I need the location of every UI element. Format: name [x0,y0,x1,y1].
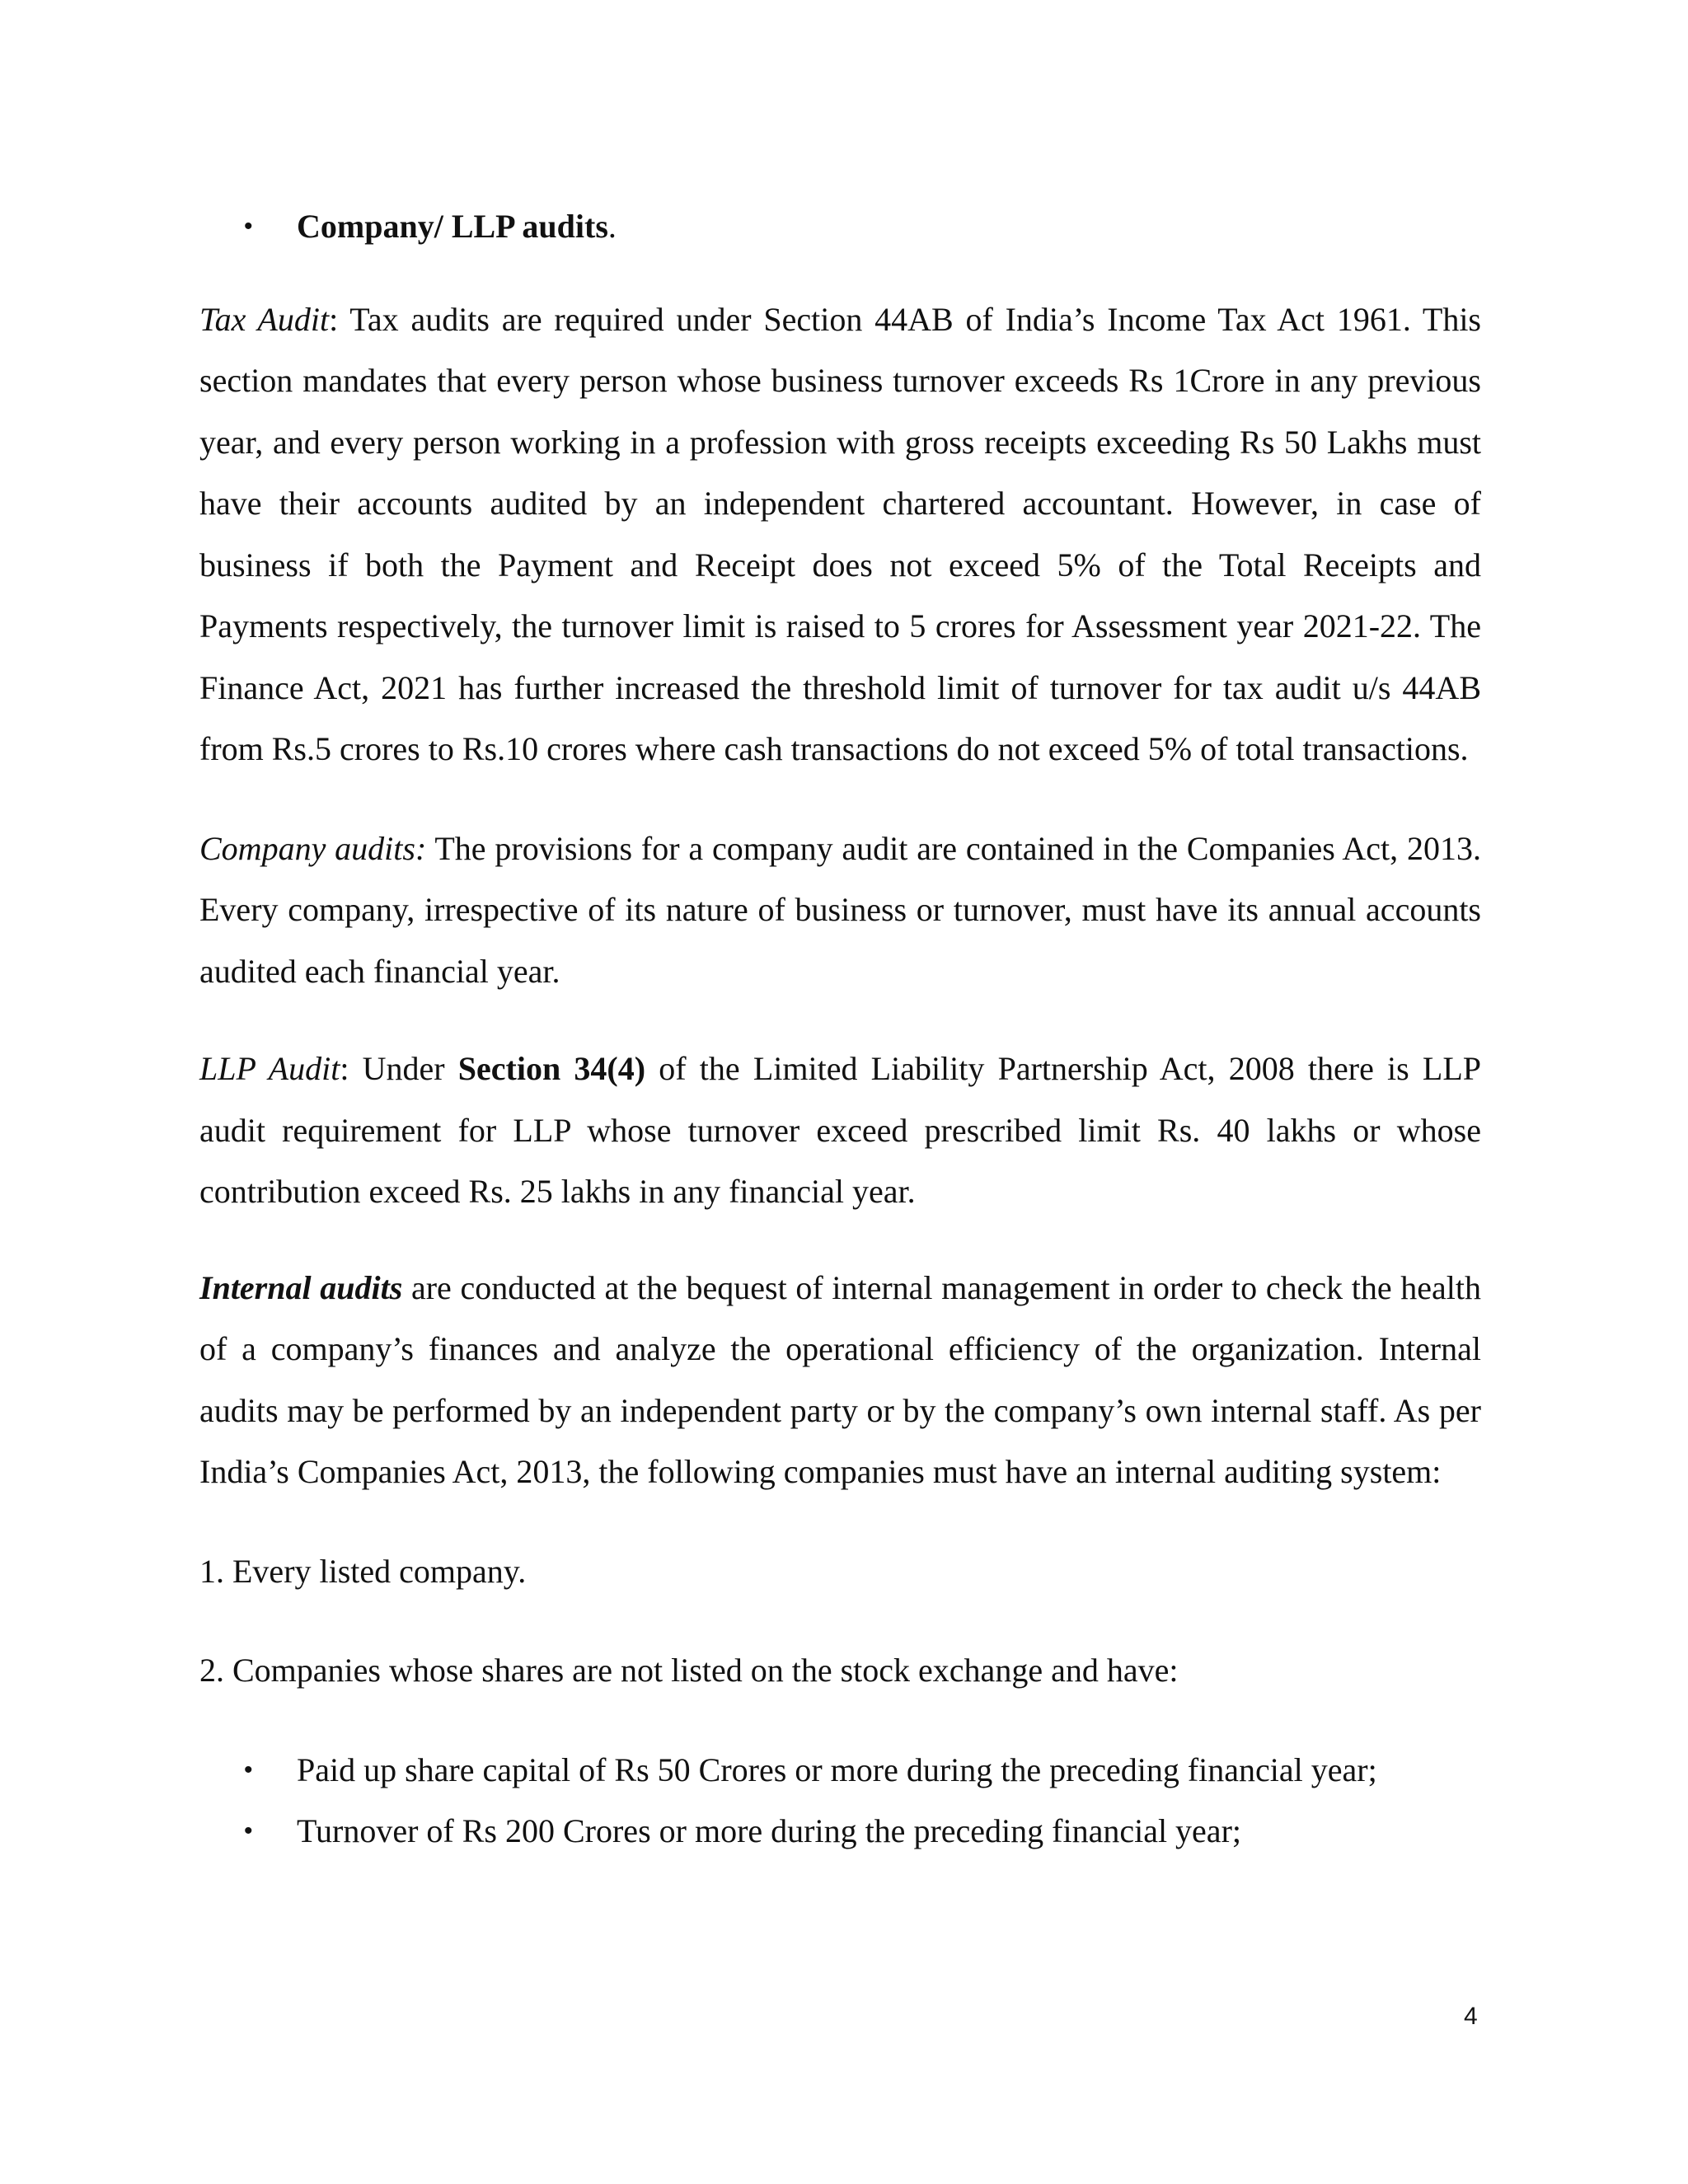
llp-audit-label: LLP Audit [199,1050,340,1087]
criteria-share-capital: Paid up share capital of Rs 50 Crores or more during the preceding financial year; [297,1750,1377,1788]
criteria-bullet-list [199,1740,1481,1863]
internal-audits-text: are conducted at the bequest of internal management in order to check the health of a company’s finances and analyze the operational efficiency of the organization. Internal audits may be performed by an independent party or by the company’s own internal staff. As per India’s Companies Act, 2013, the following companies must have an internal auditing system: [199,1268,1481,1490]
numbered-item-1: 1. Every listed company. [199,1552,527,1590]
llp-audit-text-after: of the Limited Liability Partnership Act, 2008 there is LLP audit requirement for LLP whose turnover exceed prescribed limit Rs. 40 lakhs or whose contribution exceed Rs. 25 lakhs in any financial year. [199,1050,1481,1210]
list-item [199,1801,1481,1863]
company-llp-audits-heading: Company/ LLP audits [297,208,608,245]
llp-audit-text-before: : Under [340,1050,458,1087]
company-audits-text: The provisions for a company audit are contained in the Companies Act, 2013. Every company, irrespective of its nature of business or turnover, must have its annual accounts audited each financial year. [199,829,1481,990]
heading-period: . [607,208,617,245]
company-audits-paragraph [199,818,1481,1003]
company-audits-label: Company audits: [199,829,427,867]
bullet-dot: • [244,213,253,240]
llp-audit-paragraph [199,1038,1481,1223]
llp-section-reference: Section 34(4) [457,1050,646,1087]
bullet-company-llp-audits [199,196,1481,258]
page-number: 4 [1464,2003,1478,2030]
list-item [199,1740,1481,1802]
tax-audit-paragraph [199,289,1481,780]
criteria-turnover: Turnover of Rs 200 Crores or more during the preceding financial year; [297,1812,1241,1849]
internal-audits-label: Internal audits [199,1268,403,1306]
tax-audit-text: : Tax audits are required under Section 44AB of India’s Income Tax Act 1961. This section mandates that every person whose business turnover exceeds Rs 1Crore in any previous year, and every person working in a profession with gross receipts exceeding Rs 50 Lakhs must have their accounts audited by an independent chartered accountant. However, in case of business if both the Payment and Receipt does not exceed 5% of the Total Receipts and Payments respectively, the turnover limit is raised to 5 crores for Assessment year 2021-22. The Finance Act, 2021 has further increased the threshold limit of turnover for tax audit u/s 44AB from Rs.5 crores to Rs.10 crores where cash transactions do not exceed 5% of total transactions. [199,300,1481,767]
bullet-dot: • [244,1817,253,1844]
numbered-item-2: 2. Companies whose shares are not listed on the stock exchange and have: [199,1652,1179,1689]
document-page [199,196,1481,1863]
bullet-dot: • [244,1755,253,1783]
internal-audits-paragraph [199,1258,1481,1503]
tax-audit-label: Tax Audit [199,300,330,338]
